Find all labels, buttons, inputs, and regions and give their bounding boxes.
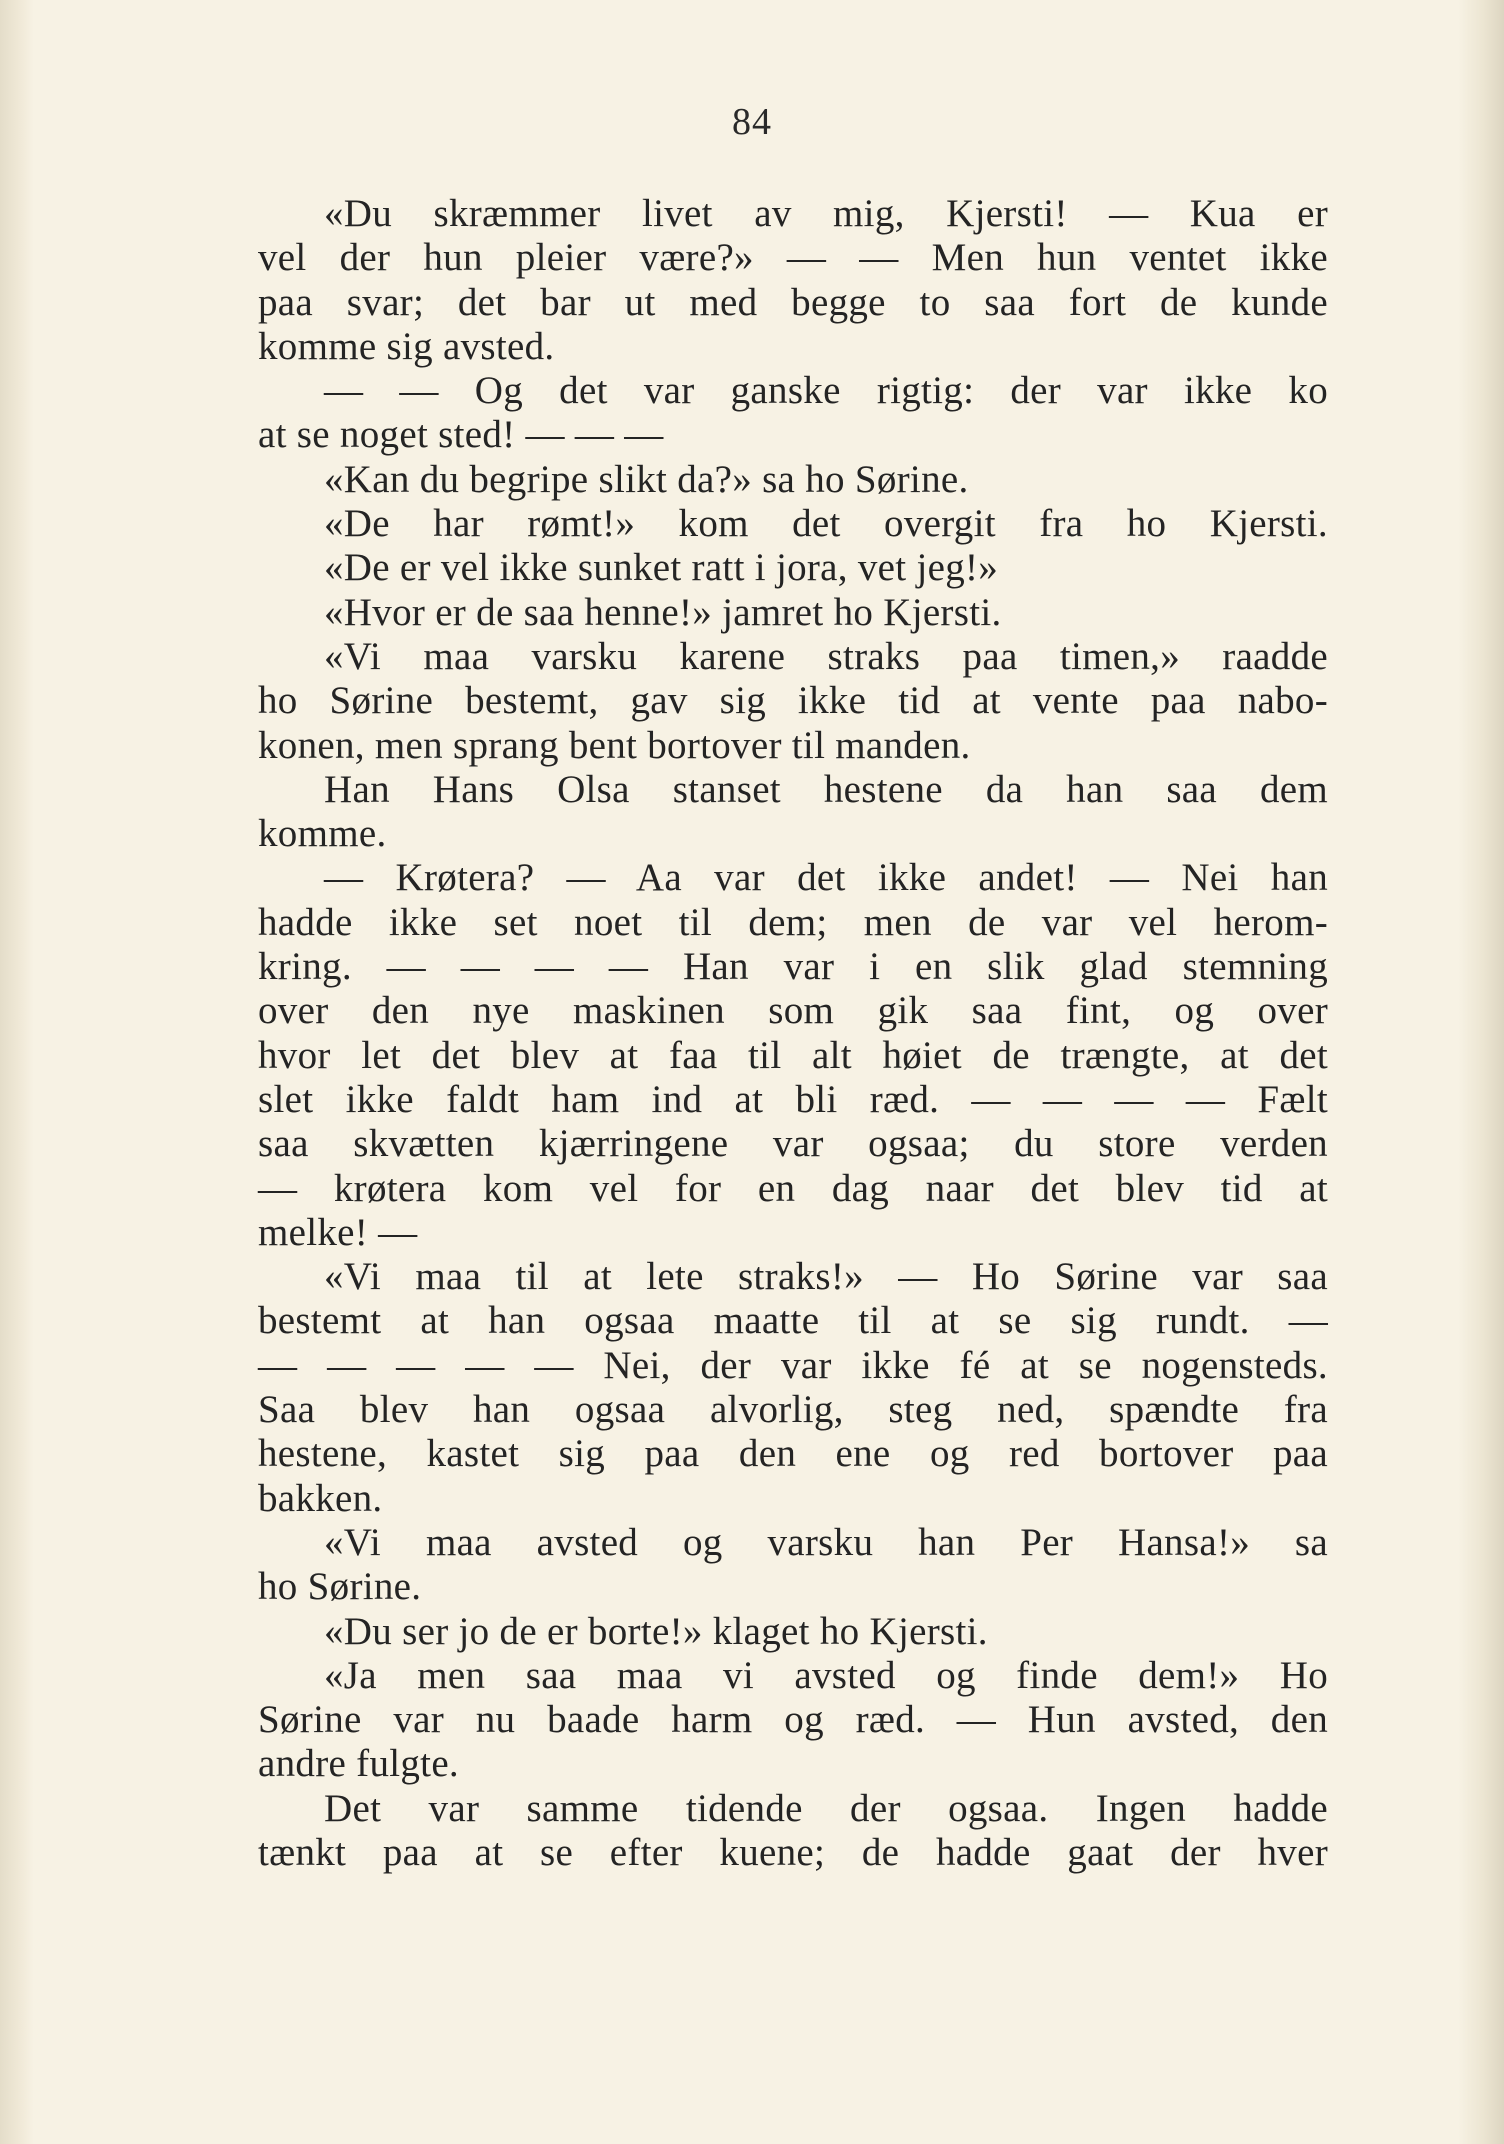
text-line: ho Sørine bestemt, gav sig ikke tid at vente paa nabo- [258,679,1328,723]
text-line: «Hvor er de saa henne!» jamret ho Kjersti. [324,590,1002,634]
text-line: — — — — — Nei, der var ikke fé at se nogensteds. [258,1343,1328,1387]
text-line: Sørine var nu baade harm og ræd. — Hun avsted, den [258,1698,1328,1742]
text-line: «Vi maa avsted og varsku han Per Hansa!» sa [324,1520,1328,1564]
text-line: «Du skræmmer livet av mig, Kjersti! — Kua er [324,192,1328,235]
text-line: «Vi maa varsku karene straks paa timen,» raadde [324,634,1328,678]
text-line: hadde ikke set noet til dem; men de var vel herom- [258,900,1328,944]
text-line: hvor let det blev at faa til alt høiet de trængte, at det [258,1033,1328,1077]
text-line: «Vi maa til at lete straks!» — Ho Sørine var saa [324,1255,1328,1299]
text-line: — krøtera kom vel for en dag naar det blev tid at [258,1166,1328,1210]
text-line: at se noget sted! — — — [258,413,664,457]
text-line: ho Sørine. [258,1565,422,1609]
page-number: 84 [732,101,772,143]
text-line: — — Og det var ganske rigtig: der var ikke ko [324,369,1328,413]
text-line: paa svar; det bar ut med begge to saa fort de kunde [258,280,1328,324]
text-line: saa skvætten kjærringene var ogsaa; du store verden [258,1122,1328,1166]
text-line: vel der hun pleier være?» — — Men hun ventet ikke [258,236,1328,280]
text-line: «Du ser jo de er borte!» klaget ho Kjersti. [324,1609,988,1653]
text-line: andre fulgte. [258,1742,459,1786]
text-line: kring. — — — — Han var i en slik glad stemning [258,945,1328,989]
text-line: konen, men sprang bent bortover til manden. [258,723,971,767]
text-line: «Kan du begripe slikt da?» sa ho Sørine. [324,457,969,501]
text-line: over den nye maskinen som gik saa fint, og over [258,989,1328,1033]
text-line: komme sig avsted. [258,324,555,368]
text-line: «De er vel ikke sunket ratt i jora, vet jeg!» [324,546,999,590]
text-line: Han Hans Olsa stanset hestene da han saa dem [324,767,1328,811]
body-text [258,192,1328,1875]
text-line: hestene, kastet sig paa den ene og red bortover paa [258,1432,1328,1476]
text-line: — Krøtera? — Aa var det ikke andet! — Nei han [324,856,1328,900]
text-line: «Ja men saa maa vi avsted og finde dem!» Ho [324,1653,1328,1697]
text-line: komme. [258,812,387,856]
text-line: bestemt at han ogsaa maatte til at se sig rundt. — [258,1299,1328,1343]
text-line: slet ikke faldt ham ind at bli ræd. — — — — Fælt [258,1077,1328,1121]
text-line: Det var samme tidende der ogsaa. Ingen hadde [324,1786,1328,1830]
text-line: melke! — [258,1210,418,1254]
text-line: bakken. [258,1476,383,1520]
text-line: «De har rømt!» kom det overgit fra ho Kjersti. [324,502,1328,546]
text-line: tænkt paa at se efter kuene; de hadde gaat der hver [258,1830,1328,1874]
text-line: Saa blev han ogsaa alvorlig, steg ned, spændte fra [258,1388,1328,1432]
